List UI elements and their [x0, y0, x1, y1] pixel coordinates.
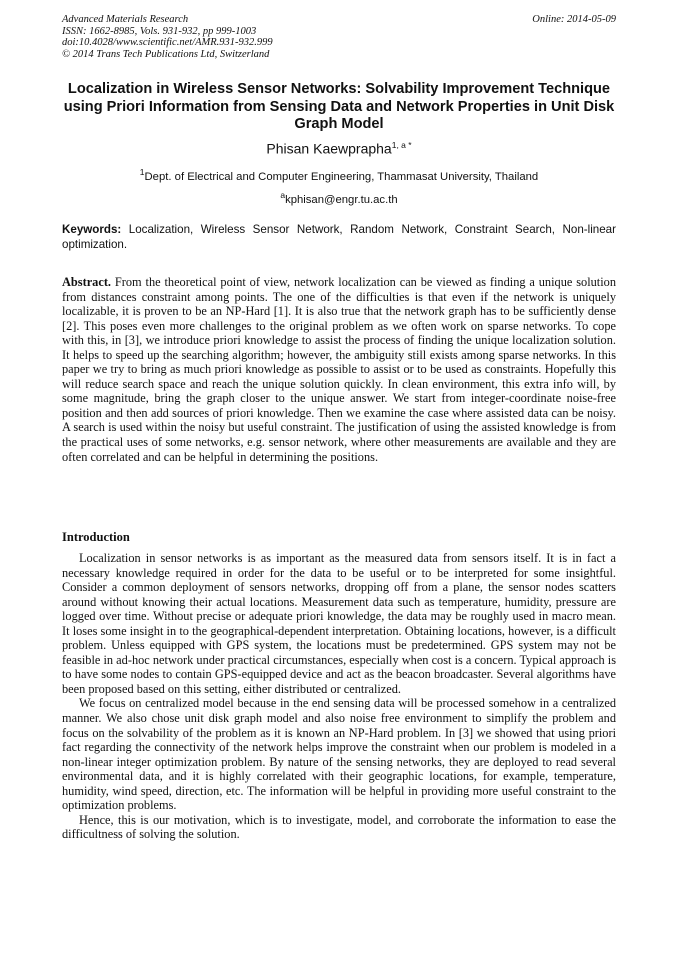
author-superscript: 1, a * [391, 140, 412, 150]
section-heading-introduction: Introduction [62, 530, 130, 544]
keywords-label: Keywords: [62, 223, 122, 236]
intro-paragraph: Hence, this is our motivation, which is to investigate, model, and corroborate the information to ease the difficultness of solving the solution. [62, 812, 616, 842]
author-line [62, 140, 616, 157]
journal-name: Advanced Materials Research [62, 14, 189, 25]
abstract-label: Abstract. [62, 275, 112, 289]
abstract-paragraph [62, 275, 616, 464]
keywords-paragraph [62, 223, 616, 252]
online-date: Online: 2014-05-09 [532, 14, 616, 25]
affiliation-text: Dept. of Electrical and Computer Engineering, Thammasat University, Thailand [144, 170, 539, 183]
affiliation-superscript: 1 [139, 167, 145, 177]
affiliation-line [62, 167, 616, 183]
journal-header [62, 14, 616, 60]
copyright-line: © 2014 Trans Tech Publications Ltd, Switzerland [62, 48, 270, 60]
email-line [62, 190, 616, 206]
email-address[interactable]: kphisan@engr.tu.ac.th [285, 193, 398, 206]
issn-line: ISSN: 1662-8985, Vols. 931-932, pp 999-1003 [62, 25, 257, 37]
paper-title: Localization in Wireless Sensor Networks: Solvability Improvement Technique using Priori Information from Sensing Data and Network Properties in Unit Disk Graph Model [63, 81, 615, 132]
intro-paragraph: We focus on centralized model because in the end sensing data will be processed somehow in a centralized manner. We also chose unit disk graph model and also noise free environment to simplify the problem and focus on the solvability of the problem as it is known an NP-Hard problem. In [3] we showed that using priori fact regarding the connectivity of the network helps improve the constraint when our problem is modeled in a non-linear integer optimization problem. By nature of the sensing networks, they are deployed to read several environmental data, and it is highly correlated with their geographic locations, for example, temperature, humidity, wind speed, direction, etc. The information will be helpful in providing more useful constraint to the optimization problems. [62, 696, 616, 813]
keywords-text: Localization, Wireless Sensor Network, Random Network, Constraint Search, Non-linear optimization. [62, 223, 616, 251]
intro-paragraph: Localization in sensor networks is as important as the measured data from sensors itself. It is in fact a necessary knowledge required in order for the data to be useful or to be interpreted for some insightful. Consider a common deployment of sensors networks, dropping off from a plane, the sensor nodes scatters around without knowing their actual locations. Measurement data such as temperature, humidity, pressure are logged over time. Without precise or adequate priori knowledge, the data may be roughly used in macro mean. It loses some insight in to the geographical-dependent interpretation. Obtaining locations, however, is a difficult problem. Unless equipped with GPS system, the locations must be predetermined. GPS system may not be feasible in ad-hoc network under practical circumstances, especially when cost is a concern. Typical approach is to have some nodes to contain GPS-equipped device and act as the beacon broadcaster. Several algorithms have been proposed based on this setting, either distributed or centralized. [62, 551, 616, 696]
introduction-body [62, 551, 616, 842]
email-superscript: a [280, 190, 286, 200]
abstract-text: From the theoretical point of view, network localization can be viewed as finding a unique solution from distances constraint among points. The one of the difficulties is that even if the network is uniquely localizable, it is proven to be an NP-Hard [1]. It is also true that the network graph has to be sufficiently dense [2]. This poses even more challenges to the original problem as we often work on sparse networks. To cope with this, in [3], we introduce priori knowledge to assist the process of finding the unique localization solution. It helps to speed up the searching algorithm; however, the ambiguity still exists among sparse networks. In this paper we try to bring as much priori knowledge as possible to assist or to be used as constraints. Hopefully this will reduce search space and reach the unique solution quickly. In clean environment, this extra info will, by some magnitude, bring the graph closer to the unique answer. We start from integer-coordinate noise-free position and then add sources of priori knowledge. Then we examine the case where assisted data can be noisy. A search is used within the noisy but useful constraint. The justification of using the assisted knowledge is from the practical uses of some networks, e.g. sensor network, where other measurements are available and they are often correlated and can be helpful in determining the positions. [62, 275, 616, 464]
doi-line: doi:10.4028/www.scientific.net/AMR.931-932.999 [62, 37, 273, 49]
author-name: Phisan Kaewprapha [266, 140, 392, 157]
